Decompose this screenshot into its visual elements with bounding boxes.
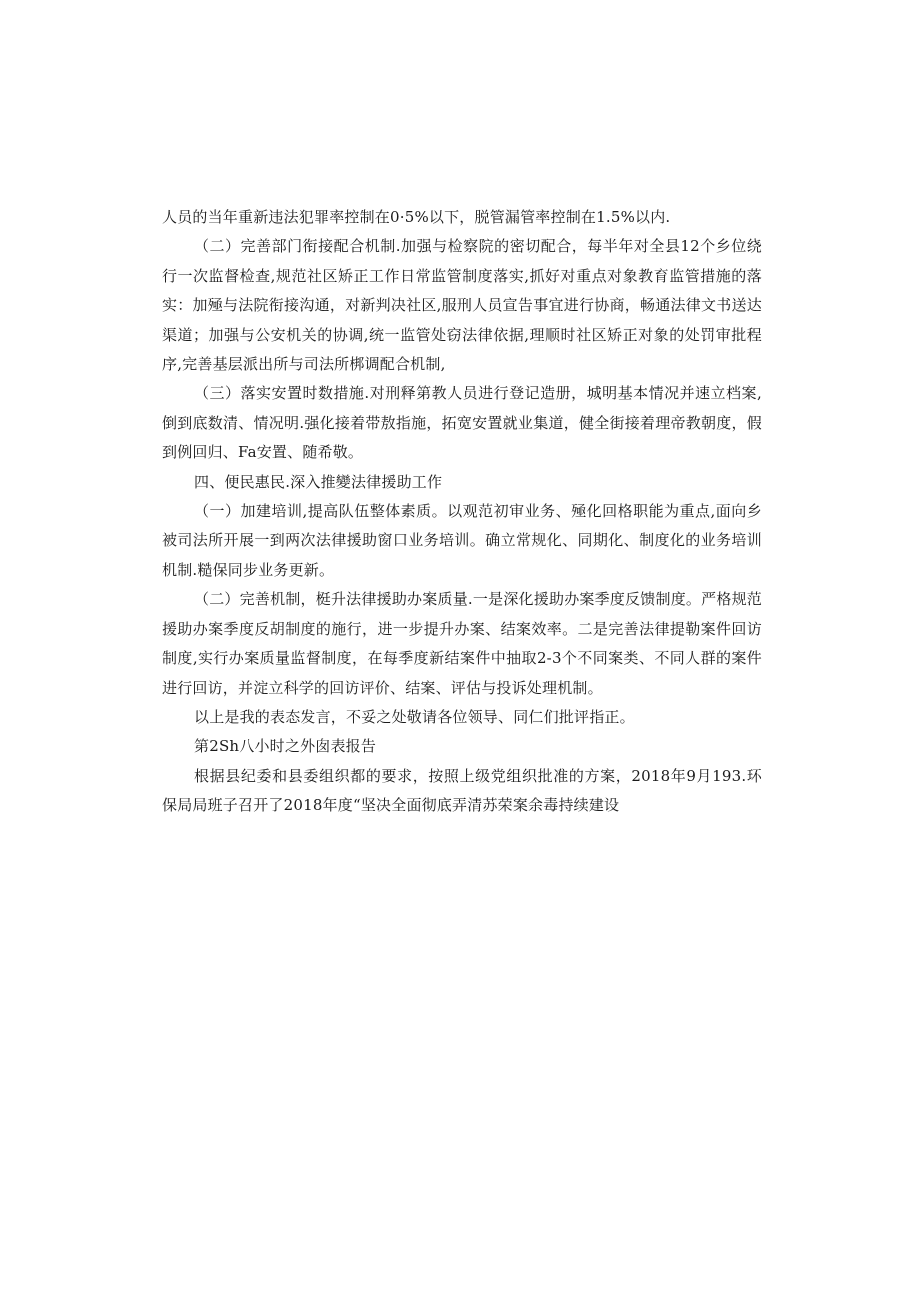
paragraph-6: （二）完善机制，梃升法律援助办案质量.一是深化援助办案季度反馈制度。严格规范援助办案季度反胡制度的施行，进一步提升办案、结案效率。二是完善法律提勒案件回访制度,实行办案质量监督制度，在每季度新结案件中抽取2-3个不同案类、不同人群的案件进行回访，并淀立科学的回访评价、结案、评估与投诉处理机制。 xyxy=(162,590,762,697)
paragraph-9: 根据县纪委和县委组织都的要求，按照上级党组织批准的方案，2018年9月193.环保局局班子召开了2018年度“坚决全面彻底弄清苏荣案余毒持续建设 xyxy=(162,766,762,815)
document-body xyxy=(162,203,762,821)
paragraph-5: （一）加建培训,提高队伍整体素质。以观范初审业务、殛化回格职能为重点,面向乡被司法所开展一到两次法律援助窗口业务培训。确立常规化、同期化、制度化的业务培训机制.糙保同步业务更新。 xyxy=(162,502,762,579)
closing-remark: 以上是我的表态发言，不妥之处敬请各位领导、同仁们批评指正。 xyxy=(194,707,635,726)
section-heading-4: 四、便民惠民.深入推變法律援助工作 xyxy=(194,472,443,491)
paragraph-3: （三）落实安置时数措施.对刑释第教人员进行登记造册，城明基本情况并速立档案,倒到底数清、情况明.强化接着带敖指施，拓宽安置就业集道，健全街接着理帝教朝度，假到例回归、Fa安置、随希敬。 xyxy=(162,384,762,462)
report-title: 第2Sh八小时之外囱表报告 xyxy=(194,737,377,756)
paragraph-1: 人员的当年重新违法犯罪率控制在0·5%以下，脱管漏管率控制在1.5%以内. xyxy=(162,208,671,226)
paragraph-2: （二）完善部门衔接配合机制.加强与检察院的密切配合，每半年对全县12个乡位绕行一次监督检查,规范社区矫正工作日常监管制度落实,抓好对重点对象教育监管措施的落实：加殛与法院衔接沟通，对新判决社区,服刑人员宣告事宜进行协商，畅通法律文书送达渠道；加强与公安机关的协调,统一监管处窃法律依据,理顺时社区矫正对象的处罚审批程序,完善基层派出所与司法所梆调配合机制, xyxy=(162,237,762,374)
